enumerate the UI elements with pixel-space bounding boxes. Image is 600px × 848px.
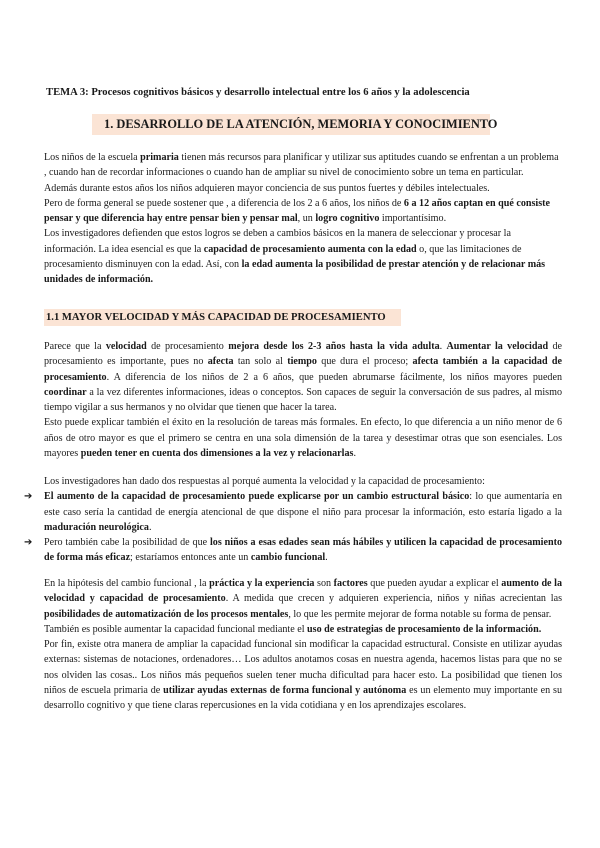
paragraph: Parece que la velocidad de procesamiento mejora desde los 2-3 años hasta la vida adulta. Aumentar la velocidad de procesamiento es importante, pues no afecta tan solo al tiempo que dura el proceso; afecta también a la capacidad de procesamiento. A diferencia de los niños de 2 a 6 años, que pueden abrumarse fácilmente, los niños mayores pueden coordinar a la vez diferentes informaciones, ideas o conceptos. Son capaces de seguir la conversación de sus padres, al mismo tiempo vigilar a sus hermanos y no olvidar que tienen que hacer la tarea.: [44, 341, 563, 414]
paragraph: En la hipótesis del cambio funcional , la práctica y la experiencia son factores que pueden ayudar a explicar el aumento de la velocidad y capacidad de procesamiento. A medida que crecen y adquieren experiencia, niños y niñas acrecientan las posibilidades de automatización de los procesos mentales, lo que les permite mejorar de forma notable su forma de pensar.: [44, 578, 562, 620]
arrow-bullet-functional: ➔ Pero también cabe la posibilidad de que los niños a esas edades sean más hábiles y utilicen la capacidad de procesamiento de forma más eficaz; estaríamos entonces ante un cambio funcional.: [24, 537, 562, 564]
paragraph: Los niños de la escuela primaria tienen más recursos para planificar y utilizar sus aptitudes cuando se enfrentan a un problema , cuando han de recordar informaciones o cuando han de ampliar su nivel de conocimiento sobre un tema en particular.: [44, 152, 559, 179]
arrow-bullet-structural: ➔ El aumento de la capacidad de procesamiento puede explicarse por un cambio estructural básico: lo que aumentaría en este caso sería la cantidad de energía atencional de que dispone el niño para procesar la información, esto estaría ligado a la maduración neurológica.: [24, 491, 562, 533]
paragraph: Pero de forma general se puede sostener que , a diferencia de los 2 a 6 años, los niños de 6 a 12 años captan en qué consiste pensar y que diferencia hay entre pensar bien y pensar mal, un logro cognitivo importantísimo.: [44, 197, 550, 225]
paragraph: Esto puede explicar también el éxito en la resolución de tareas más formales. En efecto, lo que diferencia a un niño menor de 6 años de otro mayor es que el primero se centra en una sola dimensión de la tarea y desestimar otras que son esenciales. Los mayores pueden tener en cuenta dos dimensiones a la vez y relacionarlas.: [44, 417, 562, 460]
paragraph: Los investigadores defienden que estos logros se deben a cambios básicos en la manera de seleccionar y procesar la información. La idea esencial es que la capacidad de procesamiento aumenta con la edad o, que las limitaciones de procesamiento disminuyen con la edad. Así, con la edad aumenta la posibilidad de prestar atención y de relacionar más unidades de información.: [44, 228, 546, 286]
paragraph: También es posible aumentar la capacidad funcional mediante el uso de estrategias de procesamiento de la información.: [44, 623, 542, 635]
paragraph: Los investigadores han dado dos respuestas al porqué aumenta la velocidad y la capacidad de procesamiento:: [44, 476, 485, 487]
document-title: TEMA 3: Procesos cognitivos básicos y desarrollo intelectual entre los 6 años y la adolescencia: [46, 87, 470, 98]
arrow-icon: ➔: [24, 491, 33, 503]
section-1-body: [44, 150, 562, 288]
section-1-1-body-b: [24, 474, 562, 566]
section-1-1-body-c: [44, 576, 562, 714]
paragraph: Por fin, existe otra manera de ampliar la capacidad funcional sin modificar la capacidad estructural. Consiste en utilizar ayudas externas: sistemas de notaciones, ordenadores… Los adultos anotamos cosas en nuestra agenda, hacemos listas para que no se nos olviden las cosas.. Los niños más pequeños suelen tener mucha dificultad para hacer esto. La posibilidad que tienen los niños de escuela primaria de utilizar ayudas externas de forma funcional y autónoma es un elemento muy importante en su desarrollo cognitivo y que tiene claras repercusiones en la vida cotidiana y en los aprendizajes escolares.: [44, 639, 562, 712]
paragraph: Además durante estos años los niños adquieren mayor conciencia de sus puntos fuertes y débiles intelectuales.: [44, 182, 490, 194]
section-1-heading: 1. DESARROLLO DE LA ATENCIÓN, MEMORIA Y CONOCIMIENTO: [92, 114, 490, 135]
section-1-1-body-a: [44, 339, 562, 461]
section-1-1-heading: 1.1 MAYOR VELOCIDAD Y MÁS CAPACIDAD DE PROCESAMIENTO: [44, 309, 401, 326]
arrow-icon: ➔: [24, 537, 33, 549]
